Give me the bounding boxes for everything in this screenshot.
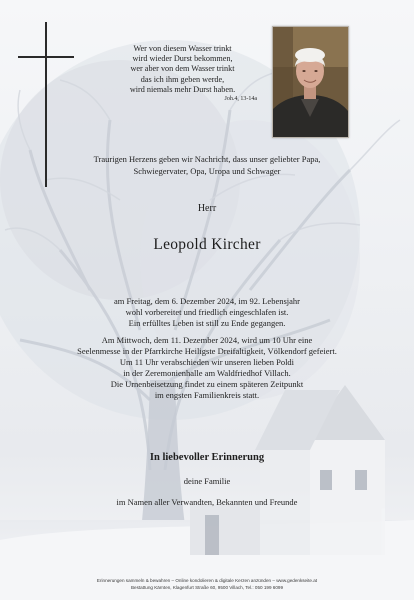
- death-notice-line: am Freitag, dem 6. Dezember 2024, im 92. Lebensjahr: [114, 296, 300, 306]
- service-information: [40, 335, 374, 401]
- death-notice-line: wohl vorbereitet und friedlich eingeschlafen ist.: [125, 307, 289, 317]
- verse-line: das ich ihm geben werde,: [140, 74, 225, 84]
- service-line: Die Urnenbeisetzung findet zu einem späteren Zeitpunkt: [110, 379, 304, 389]
- verse-line: wer aber von dem Wasser trinkt: [130, 64, 235, 74]
- deceased-name: Leopold Kircher: [153, 236, 261, 253]
- verse-line: Wer von diesem Wasser trinkt: [133, 44, 232, 53]
- service-line: im engsten Familienkreis statt.: [154, 390, 260, 400]
- family-signature: deine Familie: [183, 476, 231, 486]
- service-line: Am Mittwoch, dem 11. Dezember 2024, wird um 10 Uhr eine: [101, 335, 313, 345]
- verse-reference: Joh.4, 13-14a: [224, 96, 257, 103]
- bible-verse: [100, 44, 265, 103]
- intro-line: Traurigen Herzens geben wir Nachricht, dass unser geliebter Papa,: [93, 154, 321, 164]
- memory-heading: In liebevoller Erinnerung: [149, 452, 265, 463]
- portrait-photo: [272, 26, 349, 138]
- footer-line: Bestattung Kärnten, Klagenfurt Straße 60, 9500 Villach, Tel.: 050 199 6099: [130, 584, 284, 590]
- salutation: Herr: [197, 203, 217, 214]
- death-notice-line: Ein erfülltes Leben ist still zu Ende gegangen.: [128, 318, 286, 328]
- footer: [0, 578, 414, 591]
- footer-line: Erinnerungen sammeln & bewahren – Online kondolieren & digitale Kerzen anzünden – www.gedenkseite.at: [96, 578, 318, 583]
- intro-line: Schwiegervater, Opa, Uropa und Schwager: [133, 166, 281, 176]
- death-notice: [60, 296, 354, 329]
- service-line: Um 11 Uhr verabschieden wir unseren lieben Poldi: [119, 357, 295, 367]
- verse-line: wird wieder Durst bekommen,: [132, 54, 233, 64]
- service-line: in der Zeremonienhalle am Waldfriedhof Villach.: [123, 368, 291, 378]
- cross-horizontal-bar: [18, 56, 74, 58]
- relatives-line: im Namen aller Verwandten, Bekannten und Freunde: [116, 497, 298, 507]
- verse-line: wird niemals mehr Durst haben.: [129, 84, 236, 94]
- service-line: Seelenmesse in der Pfarrkirche Heiligste Dreifaltigkeit, Völkendorf gefeiert.: [77, 346, 337, 356]
- intro-text: [40, 153, 374, 177]
